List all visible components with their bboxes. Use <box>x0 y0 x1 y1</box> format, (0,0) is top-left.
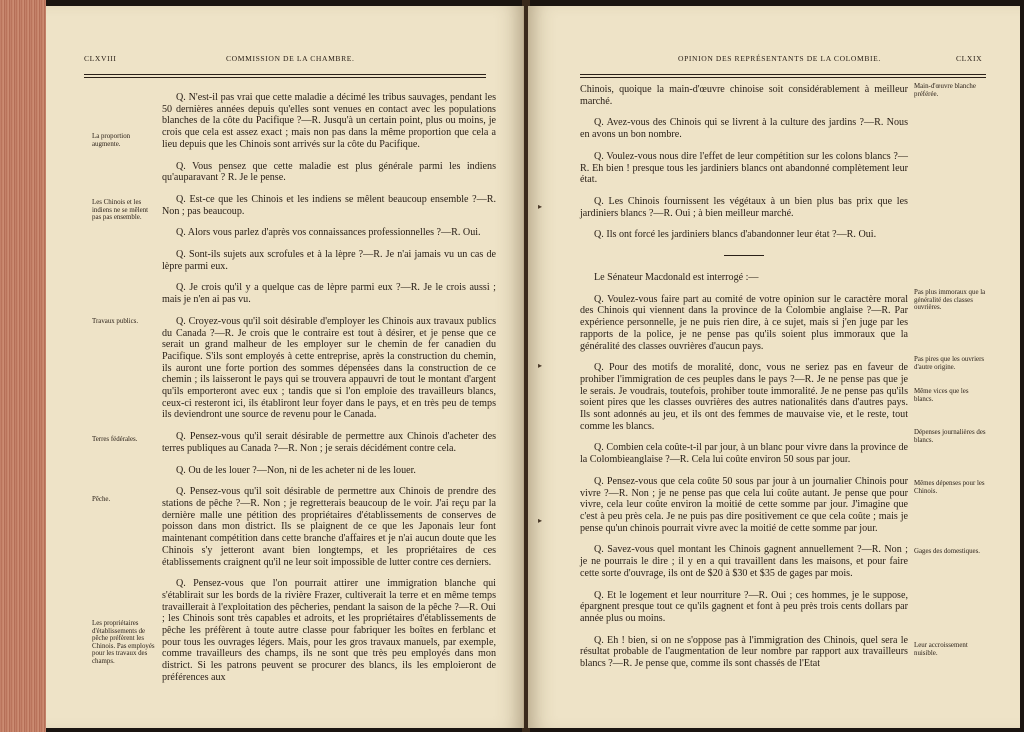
margin-arrow-mark: ▸ <box>538 202 543 211</box>
right-page <box>528 6 1020 728</box>
margin-note: Travaux publics. <box>92 318 139 325</box>
paragraph: Q. Les Chinois fournissent les végétaux à un bien plus bas prix que les jardiniers blancs ?—R. Oui ; à bien meilleur marché. <box>580 195 908 219</box>
paragraph: Q. Savez-vous quel montant les Chinois gagnent annuellement ?—R. Non ; je ne pourrais le dire ; il y en a qui travaillent dans les maisons, et pour faire cette sorte d'ouvrage, ils ont de $20 à $30 et $35 de gages par mois. <box>580 544 908 579</box>
margin-note: Main-d'œuvre blanche préférée. <box>914 83 976 98</box>
margin-note: Leur accroissement nuisible. <box>914 642 968 657</box>
paragraph: Q. Je crois qu'il y a quelque cas de lèpre parmi eux ?—R. Je le crois aussi ; mais je n'en ai pas vu. <box>162 282 496 306</box>
paragraph: Q. Pensez-vous que cela coûte 50 sous par jour à un journalier Chinois pour vivre ?—R. Non ; je ne pense pas que cela lui coûte autant. Je pense que pour vivre, cela leur coûte environ la moitié de cette somme par jour. J'imagine que c'est à peu près cela. Je ne puis pas dire positivement ce que cela coûte ; mais je pense qu'un chinois pourrait vivre avec la moitié de cette somme par jour. <box>580 475 908 534</box>
margin-note: Les propriétaires d'établissements de pêche préfèrent les Chinois. Pas employés pour les travaux des champs. <box>92 620 155 665</box>
margin-arrow-mark: ▸ <box>538 516 543 525</box>
margin-note: Pas pires que les ouvriers d'autre origine. <box>914 356 985 371</box>
paragraph: Q. Et le logement et leur nourriture ?—R. Oui ; ces hommes, je le suppose, épargnent presque tout ce qu'ils gagnent et font à peu près trois cents dollars par année plus ou moins. <box>580 589 908 624</box>
margin-note: Pêche. <box>92 496 111 503</box>
paragraph: Q. Combien cela coûte-t-il par jour, à un blanc pour vivre dans la province de la Colombieanglaise ?—R. Cela lui coûte environ 50 sous par jour. <box>580 442 908 466</box>
left-page-text <box>162 92 496 694</box>
paragraph: Q. Avez-vous des Chinois qui se livrent à la culture des jardins ?—R. Nous en avons un bon nombre. <box>580 117 908 141</box>
margin-note: La proportion augmente. <box>92 133 131 148</box>
paragraph: Le Sénateur Macdonald est interrogé :— <box>594 272 759 284</box>
paragraph: Q. Pensez-vous qu'il serait désirable de permettre aux Chinois d'acheter des terres publiques au Canada ?—R. Non ; je serais décidément contre cela. <box>162 431 496 454</box>
paragraph: Q. Croyez-vous qu'il soit désirable d'employer les Chinois aux travaux publics du Canada ?—R. Je crois que le contraire est tout à désirer, et je pense que ce serait un grand malheur de les employer sur le chemin de fer canadien du Pacifique. S'ils sont employés à cette entreprise, après la construction du chemin, ils auront une forte portion des sommes dépensées dans la construction de ce chemin ; ils laisseront le pays qui se trouvera appauvri de tout le montant d'argent qu'ils emporteront avec eux ; tandis que si l'on emploie des travailleurs blancs, ceux-ci resteront ici, ils établiront leur foyer dans le pays, et en très peu de temps ils deviendront une source de revenu pour le Canada. <box>162 315 496 421</box>
book-page-edges <box>0 0 46 732</box>
paragraph: Q. Ou de les louer ?—Non, ni de les acheter ni de les louer. <box>176 464 416 476</box>
paragraph: Q. Ils ont forcé les jardiniers blancs d'abandonner leur état ?—R. Oui. <box>594 229 877 241</box>
paragraph: Q. Alors vous parlez d'après vos connaissances professionnelles ?—R. Oui. <box>176 227 481 239</box>
paragraph: Q. Pensez-vous qu'il soit désirable de permettre aux Chinois de prendre des stations de pêche ?—R. Non ; je regretterais beaucoup de le voir. J'ai reçu par la dernière malle une pétition des propriétaires d'établissements de conserves de poisson dans mon district. Ils se plaignent de ce que les Japonais leur font maintenant compétition dans cette branche d'affaires et je n'ai aucun doute que les Chinois s'y jetteront avant bien longtemps, et les propriétaires de ces établissements craignent qu'il ne leur soit impossible de lutter contre ces derniers. <box>162 486 496 568</box>
paragraph: Q. Sont-ils sujets aux scrofules et à la lèpre ?—R. Je n'ai jamais vu un cas de lèpre parmi eux. <box>162 249 496 272</box>
margin-arrow-mark: ▸ <box>538 361 543 370</box>
paragraph: Chinois, quoique la main-d'œuvre chinoise soit considérablement à meilleur marché. <box>580 84 908 107</box>
paragraph: Q. Voulez-vous nous dire l'effet de leur compétition sur les colons blancs ?—R. Eh bien ! presque tous les jardiniers blancs ont abandonné complètement leur état. <box>580 150 908 186</box>
paragraph: Q. N'est-il pas vrai que cette maladie a décimé les tribus sauvages, pendant les 50 dernières années depuis qu'elles sont venues en contact avec les populations blanches de la côte du Pacifique ?—R. Jusqu'à un certain point, plus ou moins, je crois que cela est assez exact ; mais non pas dans la même proportion que cela a lieu depuis que les Chinois sont arrivés sur la côte du Pacifique. <box>162 92 496 150</box>
margin-note: Terres fédérales. <box>92 436 138 443</box>
margin-note: Pas plus immoraux que la généralité des classes ouvrières. <box>914 289 986 312</box>
left-page-number: CLXVIII <box>84 54 117 63</box>
margin-note: Gages des domestiques. <box>914 548 981 555</box>
paragraph: Q. Eh ! bien, si on ne s'oppose pas à l'immigration des Chinois, quel sera le résultat probable de l'augmentation de leur nombre par rapport aux travailleurs blancs ?—R. Je pense que, comme ils sont chassés de l'Etat <box>580 634 908 670</box>
margin-note: Même vices que les blancs. <box>914 388 969 403</box>
left-running-head: COMMISSION DE LA CHAMBRE. <box>226 54 355 63</box>
right-page-text <box>580 84 908 680</box>
paragraph: Q. Vous pensez que cette maladie est plus générale parmi les indiens qu'auparavant ? R. Je le pense. <box>162 160 496 184</box>
left-page <box>46 6 524 728</box>
header-rule <box>580 74 986 78</box>
paragraph: Q. Voulez-vous faire part au comité de votre opinion sur le caractère moral des Chinois qui viennent dans la province de la Colombie anglaise ?—R. Par expérience personnelle, je ne puis rien dire, à ce sujet, mais si j'en juge par les rapports de la police, je ne pense pas qu'ils soient plus immoraux que la généralité des classes ouvrières d'aucun pays. <box>580 293 908 352</box>
margin-note: Dépenses journalières des blancs. <box>914 429 986 444</box>
margin-note: Mêmes dépenses pour les Chinois. <box>914 480 985 495</box>
right-running-head: OPINION DES REPRÉSENTANTS DE LA COLOMBIE. <box>678 54 881 63</box>
paragraph: Q. Pour des motifs de moralité, donc, vous ne seriez pas en faveur de prohiber l'immigration de ces peuples dans le pays ?—R. Je ne pense pas que je le serais. Je voudrais, toutefois, prohiber toute immoralité. Je ne pense pas qu'ils soient pires que les classes ouvrières des autres nationalités dans d'autres pays. Ils sont adonnés au jeu, et ils ont des femmes de mauvaise vie, et le reste, tout comme les blancs. <box>580 362 908 432</box>
paragraph: Q. Pensez-vous que l'on pourrait attirer une immigration blanche qui s'établirait sur les bords de la rivière Frazer, cultiverait la terre et en même temps travaillerait à l'exploitation des pêcheries, pendant la saison de la pêche ?—R. Oui ; les Chinois sont très capables et adroits, et les propriétaires d'établissements de pêche les préfèrent à toute autre classe pour fabriquer les boîtes en ferblanc et pour tous les ouvrages légers. Mais, pour les gros travaux manuels, par exemple, comme travailleurs des champs, ils ne sont que très peu employés dans mon district. Si les patrons peuvent se procurer des blancs, ils les emploieront de préférences aux <box>162 578 496 683</box>
right-page-number: CLXIX <box>956 54 983 63</box>
header-rule <box>84 74 486 78</box>
margin-note: Les Chinois et les indiens ne se mêlent pas pas ensemble. <box>92 199 149 222</box>
section-separator <box>724 255 764 256</box>
paragraph: Q. Est-ce que les Chinois et les indiens se mêlent beaucoup ensemble ?—R. Non ; pas beaucoup. <box>162 193 496 217</box>
